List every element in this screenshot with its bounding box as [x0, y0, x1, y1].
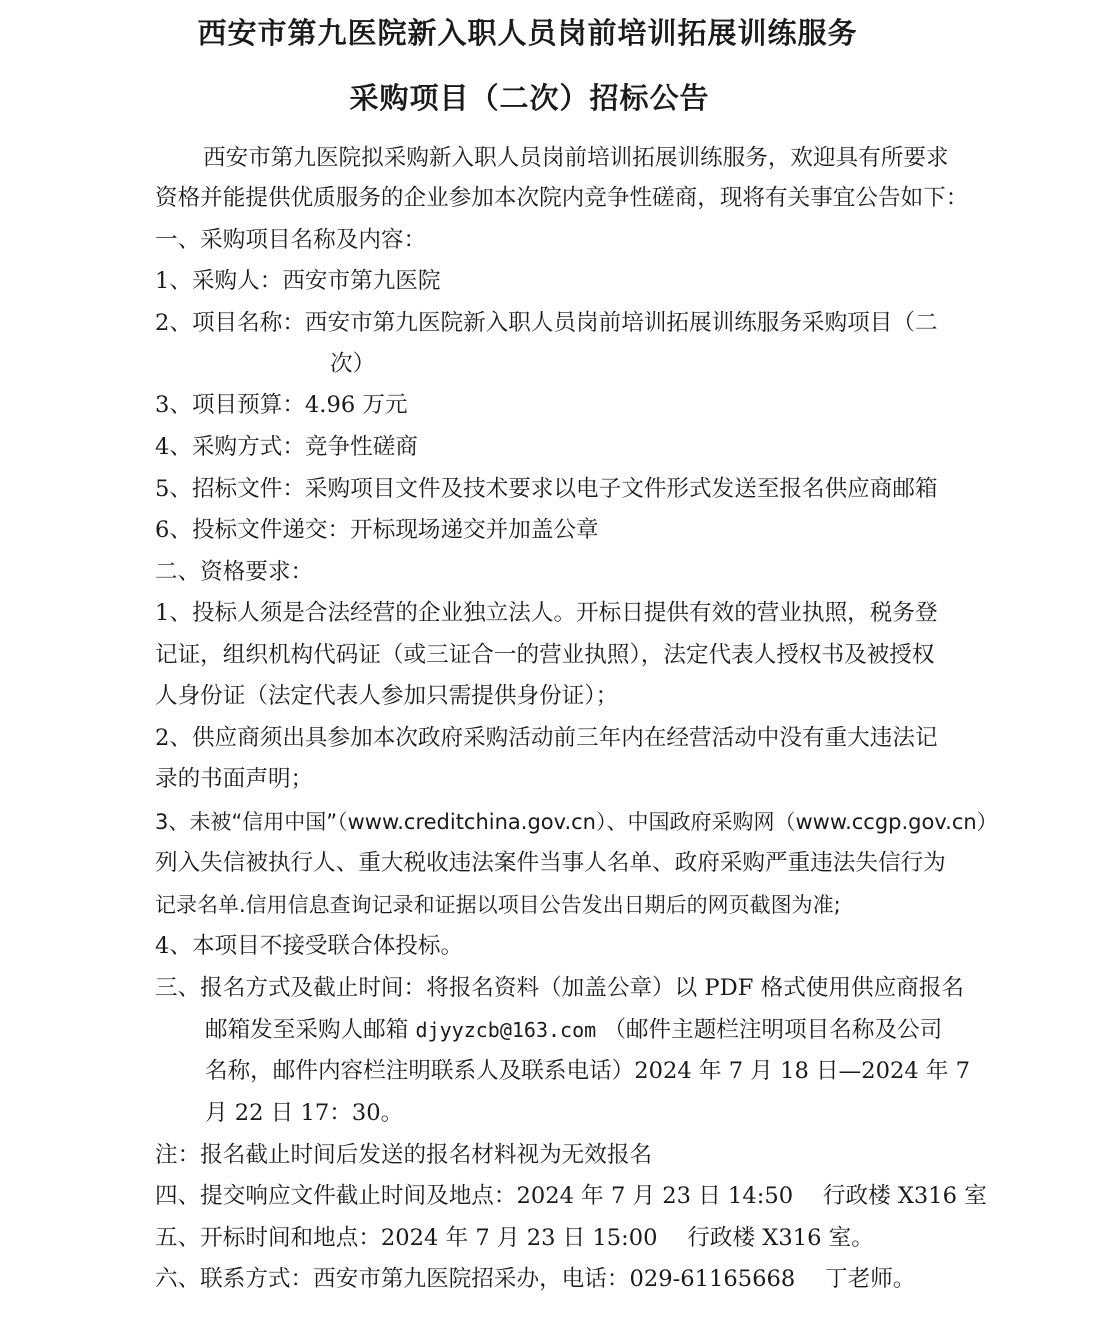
section-3-line-2	[205, 1015, 942, 1045]
requirement-1-line-1: 1、投标人须是合法经营的企业独立法人。开标日提供有效的营业执照，税务登	[155, 600, 938, 626]
tender-documents-item: 5、招标文件：采购项目文件及技术要求以电子文件形式发送至报名供应商邮箱	[155, 476, 938, 502]
document-title-line-2: 采购项目（二次）招标公告	[349, 81, 710, 115]
section-1-heading: 一、采购项目名称及内容：	[155, 227, 427, 253]
procurement-method-item: 4、采购方式：竞争性磋商	[155, 434, 418, 460]
requirement-3-line-3: 记录名单.信用信息查询记录和证据以项目公告发出日期后的网页截图为准;	[155, 893, 841, 917]
requirement-3-line-2: 列入失信被执行人、重大税收违法案件当事人名单、政府采购严重违法失信行为	[155, 850, 946, 876]
note-line: 注：报名截止时间后发送的报名材料视为无效报名	[155, 1142, 653, 1168]
section-2-heading: 二、资格要求：	[155, 559, 314, 585]
section-4-line: 四、提交响应文件截止时间及地点：2024 年 7 月 23 日 14:50 行政楼 X316 室	[155, 1183, 987, 1209]
requirement-2-line-2: 录的书面声明；	[155, 766, 314, 792]
section-3-line-3: 名称，邮件内容栏注明联系人及联系电话）2024 年 7 月 18 日—2024 年 7	[205, 1058, 971, 1084]
intro-paragraph-line-2: 资格并能提供优质服务的企业参加本次院内竞争性磋商，现将有关事宜公告如下：	[155, 185, 969, 211]
purchaser-item: 1、采购人：西安市第九医院	[155, 268, 441, 294]
project-name-item-line-1: 2、项目名称：西安市第九医院新入职人员岗前培训拓展训练服务采购项目（二	[155, 310, 938, 336]
bid-submission-item: 6、投标文件递交：开标现场递交并加盖公章	[155, 517, 599, 543]
requirement-1-line-3: 人身份证（法定代表人参加只需提供身份证）；	[155, 683, 619, 709]
budget-item: 3、项目预算：4.96 万元	[155, 392, 408, 418]
section-3-line-2-suffix: （邮件主题栏注明项目名称及公司	[596, 1017, 943, 1043]
project-name-item-line-2: 次）	[330, 351, 376, 377]
document-title-line-1: 西安市第九医院新入职人员岗前培训拓展训练服务	[197, 16, 858, 50]
requirement-2-line-1: 2、供应商须出具参加本次政府采购活动前三年内在经营活动中没有重大违法记	[155, 725, 938, 751]
requirement-4: 4、本项目不接受联合体投标。	[155, 933, 464, 959]
section-3-line-4: 月 22 日 17：30。	[205, 1100, 404, 1126]
intro-paragraph-line-1: 西安市第九医院拟采购新入职人员岗前培训拓展训练服务，欢迎具有所要求	[203, 145, 949, 171]
section-6-contact-line: 六、联系方式：西安市第九医院招采办，电话：029-61165668 丁老师。	[155, 1266, 916, 1292]
section-5-line: 五、开标时间和地点：2024 年 7 月 23 日 15:00 行政楼 X316 室。	[155, 1225, 874, 1251]
section-3-line-2-prefix: 邮箱发至采购人邮箱	[205, 1017, 416, 1043]
requirement-1-line-2: 记证，组织机构代码证（或三证合一的营业执照），法定代表人授权书及被授权	[155, 642, 935, 668]
section-3-line-1: 三、报名方式及截止时间：将报名资料（加盖公章）以 PDF 格式使用供应商报名	[155, 975, 964, 1001]
requirement-3-line-1: 3、未被“信用中国”（www.creditchina.gov.cn）、中国政府采购网（www.ccgp.gov.cn）	[155, 810, 998, 834]
purchaser-email: djyyzcb@163.com	[415, 1018, 597, 1042]
